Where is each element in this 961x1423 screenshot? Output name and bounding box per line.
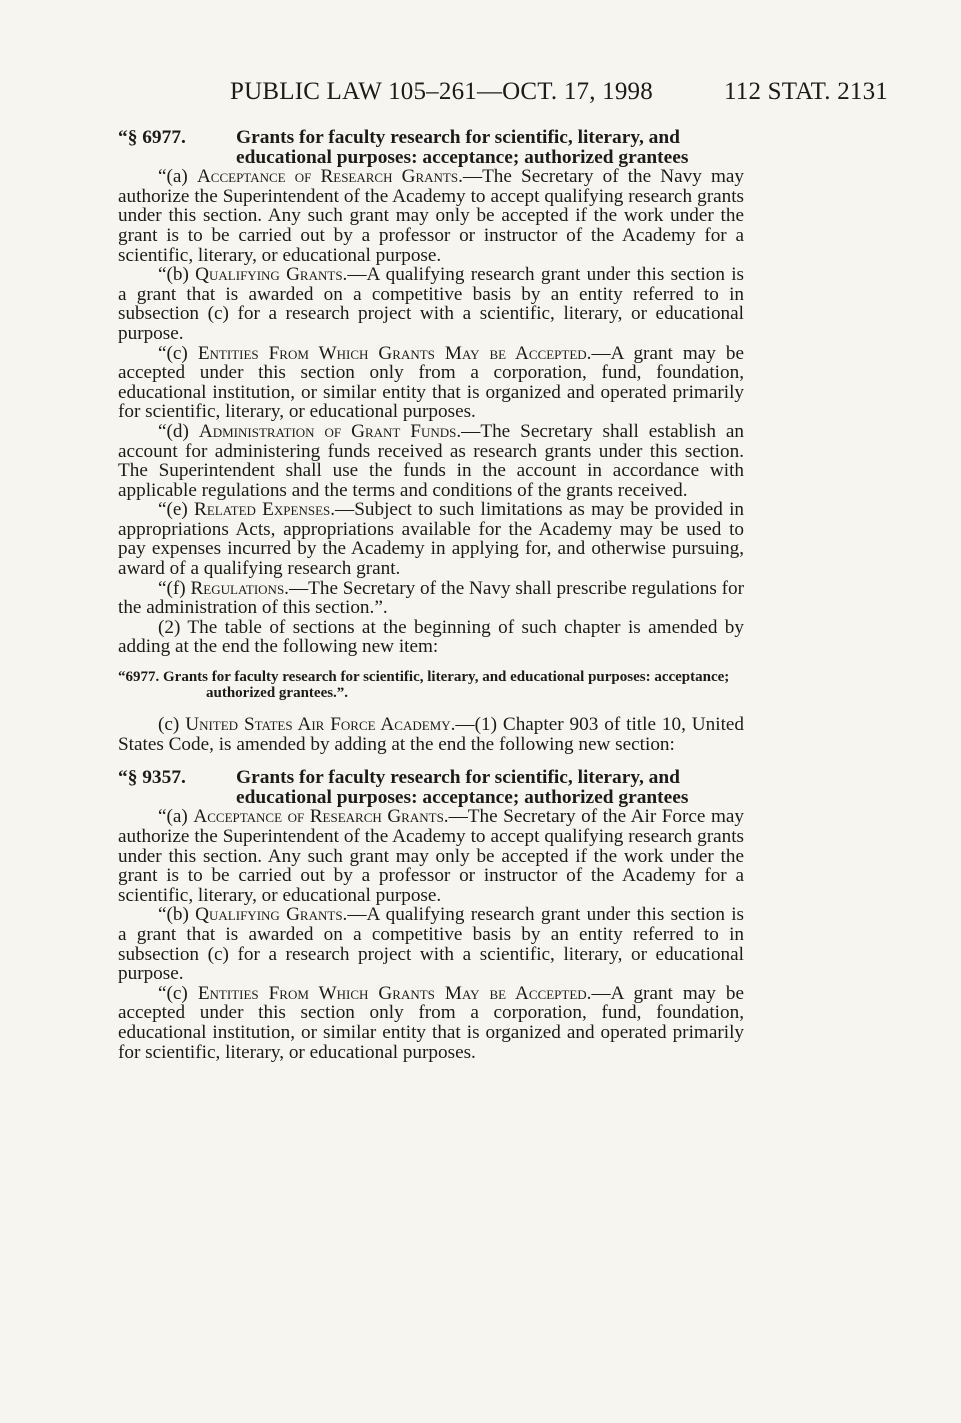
subsection-marker: “(d)	[158, 420, 189, 442]
subsection-text: —The Secretary shall establish an account for administering funds received as research grants under this section. The Superintendent shall use the funds in the account in accordance with applicable regulations and the terms and conditions of the grants received.	[118, 420, 744, 501]
section-6977-heading	[118, 128, 744, 167]
subsection-marker: “(c)	[158, 342, 188, 364]
toc-item-number: “6977.	[118, 669, 160, 686]
subsection-caption: Administration of Grant Funds.	[198, 420, 462, 442]
section-9357-number: “§ 9357.	[118, 767, 186, 789]
subsection-caption: Entities From Which Grants May be Accepted.	[197, 982, 592, 1004]
section-9357-title: Grants for faculty research for scientific, literary, and educational purposes: acceptance; authorized grantees	[236, 767, 689, 808]
section-9357-heading	[118, 768, 744, 807]
subsection-caption: Entities From Which Grants May be Accepted.	[197, 342, 592, 364]
subsection-text: —(1) Chapter 903 of title 10, United States Code, is amended by adding at the end the following new section:	[118, 714, 745, 755]
section-6977-subsection-f	[118, 579, 744, 618]
section-6977-number: “§ 6977.	[118, 127, 186, 148]
subsection-caption: United States Air Force Academy.	[185, 714, 456, 736]
subsection-text: —A qualifying research grant under this section is a grant that is awarded on a competitive basis by an entity referred to in subsection (c) for a research project with a scientific, literary, or educational purpose.	[118, 264, 744, 344]
section-6977-subsection-c	[118, 344, 744, 422]
amendment-paragraph-2: (2) The table of sections at the beginning of such chapter is amended by adding at the end the following new item:	[118, 616, 744, 658]
subsection-marker: (c)	[158, 714, 180, 736]
section-9357-subsection-c	[118, 984, 744, 1062]
section-6977-subsection-d	[118, 422, 744, 500]
subsection-c-air-force-academy	[118, 715, 744, 754]
subsection-marker: “(f)	[158, 577, 186, 599]
subsection-caption: Qualifying Grants.	[195, 904, 348, 926]
table-of-sections-item	[118, 669, 744, 701]
subsection-marker: “(b)	[158, 264, 189, 286]
subsection-caption: Regulations.	[190, 577, 289, 599]
section-6977-subsection-e	[118, 500, 744, 578]
subsection-text: —A grant may be accepted under this section only from a corporation, fund, foundation, educational institution, or similar entity that is organized and operated primarily for scientific, literary, or educational purposes.	[118, 342, 744, 423]
subsection-text: —The Secretary of the Navy shall prescribe regulations for the administration of this section.”.	[118, 577, 744, 619]
subsection-marker: “(c)	[158, 982, 188, 1004]
section-6977-title: Grants for faculty research for scientific, literary, and educational purposes: acceptance; authorized grantees	[236, 127, 689, 168]
subsection-marker: “(a)	[158, 166, 188, 188]
subsection-marker: “(a)	[158, 806, 188, 828]
subsection-text: —The Secretary of the Navy may authorize the Superintendent of the Academy to accept qualifying research grants under this section. Any such grant may only be accepted if the work under the grant is to be carried out by a professor or instructor of the Academy for a scientific, literary, or educational purpose.	[118, 166, 744, 266]
subsection-text: —A qualifying research grant under this section is a grant that is awarded on a competitive basis by an entity referred to in subsection (c) for a research project with a scientific, literary, or educational purpose.	[118, 904, 744, 985]
subsection-text: —The Secretary of the Air Force may authorize the Superintendent of the Academy to accept qualifying research grants under this section. Any such grant may only be accepted if the work under the grant is to be carried out by a professor or instructor of the Academy for a scientific, literary, or educational purpose.	[118, 806, 745, 906]
subsection-caption: Related Expenses.	[194, 499, 336, 521]
public-law-citation: PUBLIC LAW 105–261—OCT. 17, 1998	[230, 78, 653, 105]
spacer	[118, 754, 744, 768]
subsection-text: —A grant may be accepted under this section only from a corporation, fund, foundation, educational institution, or similar entity that is organized and operated primarily for scientific, literary, or educational purposes.	[118, 982, 744, 1063]
section-6977-subsection-a	[118, 167, 744, 265]
subsection-caption: Qualifying Grants.	[195, 264, 348, 286]
subsection-marker: “(e)	[158, 499, 188, 521]
subsection-marker: “(b)	[158, 904, 189, 926]
subsection-text: —Subject to such limitations as may be provided in appropriations Acts, appropriations available for the Academy may be used to pay expenses incurred by the Academy in applying for, and otherwise pursuing, award of a qualifying research grant.	[118, 499, 745, 580]
subsection-caption: Acceptance of Research Grants.	[193, 806, 449, 828]
statute-page-number: 112 STAT. 2131	[724, 78, 888, 105]
section-9357-subsection-a	[118, 807, 744, 905]
subsection-caption: Acceptance of Research Grants.	[196, 166, 463, 188]
section-9357-subsection-b	[118, 905, 744, 983]
page-header	[118, 78, 888, 112]
toc-item-text: Grants for faculty research for scientific, literary, and educational purposes: acceptance; authorized grantees.”.	[163, 669, 730, 702]
section-6977-subsection-b	[118, 265, 744, 343]
page-body	[118, 128, 744, 1062]
